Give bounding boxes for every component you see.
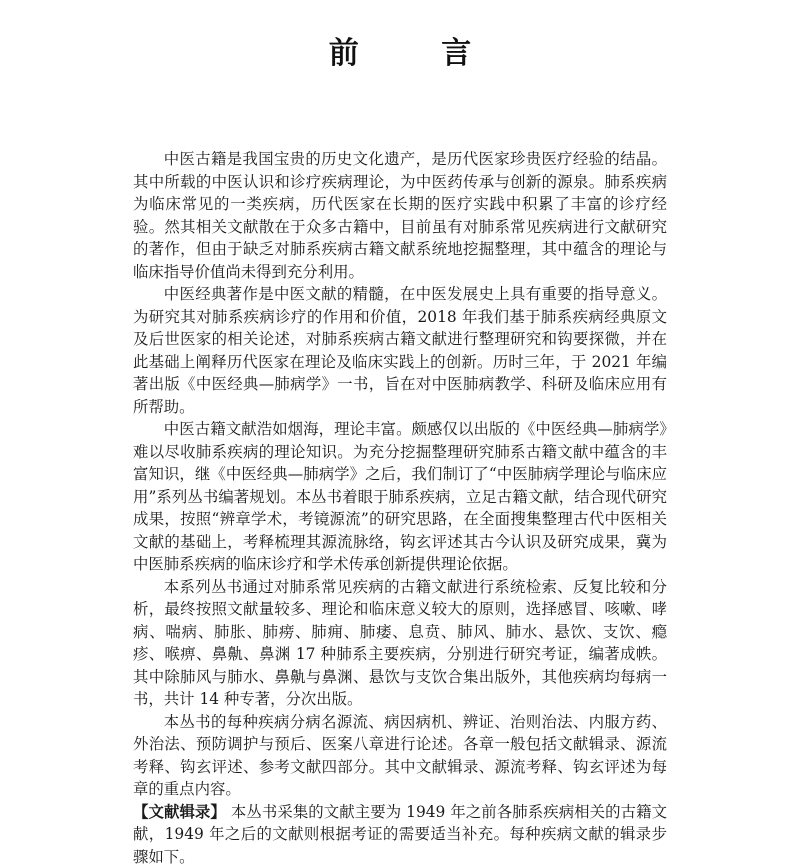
paragraph: 中医古籍是我国宝贵的历史文化遗产，是历代医家珍贵医疗经验的结晶。其中所载的中医认识和诊疗疾病理论，为中医药传承与创新的源泉。肺系疾病为临床常见的一类疾病，历代医家在长期的医疗实践中积累了丰富的诊疗经验。然其相关文献散在于众多古籍中，目前虽有对肺系常见疾病进行文献研究的著作，但由于缺乏对肺系疾病古籍文献系统地挖掘整理，其中蕴含的理论与临床指导价值尚未得到充分利用。 <box>133 148 667 283</box>
paragraph: 本系列丛书通过对肺系常见疾病的古籍文献进行系统检索、反复比较和分析，最终按照文献量较多、理论和临床意义较大的原则，选择感冒、咳嗽、哮病、喘病、肺胀、肺痨、肺痈、肺痿、息贲、肺风、肺水、悬饮、支饮、瘾疹、喉痹、鼻鼽、鼻渊 17 种肺系主要疾病，分别进行研究考证，编著成帙。其中除肺风与肺水、鼻鼽与鼻渊、悬饮与支饮合集出版外，其他疾病均每病一书，共计 14 种专著，分次出版。 <box>133 576 667 711</box>
section-tag: 【文献辑录】 <box>133 803 226 821</box>
paragraph: 中医经典著作是中医文献的精髓，在中医发展史上具有重要的指导意义。为研究其对肺系疾病诊疗的作用和价值，2018 年我们基于肺系疾病经典原文及后世医家的相关论述，对肺系疾病古籍文献进行整理研究和钩要探微，并在此基础上阐释历代医家在理论及临床实践上的创新。历时三年，于 2021 年编著出版《中医经典—肺病学》一书，旨在对中医肺病教学、科研及临床应用有所帮助。 <box>133 283 667 418</box>
paragraph: 中医古籍文献浩如烟海，理论丰富。颇感仅以出版的《中医经典—肺病学》难以尽收肺系疾病的理论知识。为充分挖掘整理研究肺系古籍文献中蕴含的丰富知识，继《中医经典—肺病学》之后，我们制订了“中医肺病学理论与临床应用”系列丛书编著规划。本丛书着眼于肺系疾病，立足古籍文献，结合现代研究成果，按照“辨章学术，考镜源流”的研究思路，在全面搜集整理古代中医相关文献的基础上，考释梳理其源流脉络，钩玄评述其古今认识及研究成果，冀为中医肺系疾病的临床诊疗和学术传承创新提供理论依据。 <box>133 418 667 576</box>
paragraph: 本丛书的每种疾病分病名源流、病因病机、辨证、治则治法、内服方药、外治法、预防调护与预后、医案八章进行论述。各章一般包括文献辑录、源流考释、钩玄评述、参考文献四部分。其中文献辑录、源流考释、钩玄评述为每章的重点内容。 <box>133 711 667 801</box>
paragraph-literature <box>133 801 667 868</box>
page-title: 前 言 <box>0 28 800 72</box>
preface-body <box>133 148 667 868</box>
section-text: 本丛书采集的文献主要为 1949 年之前各肺系疾病相关的古籍文献，1949 年之后的文献则根据考证的需要适当补充。每种疾病文献的辑录步骤如下。 <box>133 803 667 866</box>
